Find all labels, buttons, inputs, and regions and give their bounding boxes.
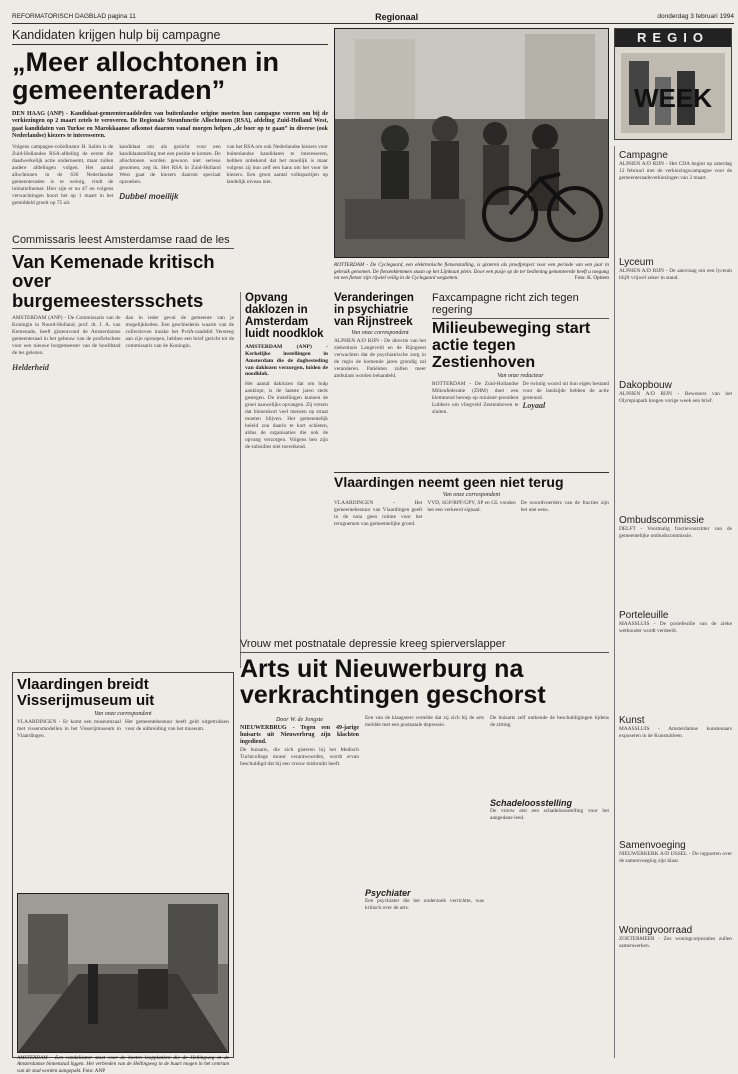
regio-week-graphic bbox=[615, 47, 731, 139]
vrouw-col-2 bbox=[365, 715, 484, 1018]
opvang-story bbox=[240, 292, 328, 668]
kemenade-headline: Van Kemenade kritisch over burgemeestersschets bbox=[12, 252, 234, 310]
milieu-columns bbox=[432, 381, 609, 485]
visserij-col-2: Het gemeentebestuur heeft geld uitgetrokken voor de uitbreiding van het museum. bbox=[125, 719, 229, 889]
sidebar-news bbox=[614, 146, 732, 1058]
visserij-story bbox=[12, 672, 234, 1058]
sidebar-heading: Ombudscommissie bbox=[619, 515, 732, 526]
lead-intro: DEN HAAG (ANP) - Kandidaat-gemeenteraadsleden van buitenlandse origine moeten hun campagne voeren om bij de verkiezingen op 2 maart zetels te veroveren. De Regionale Steunfunctie Allochtonen (RSA), afdeling Zuid-Holland West, gaat kandidaten van Turkse en Marokkaanse afkomst daarom vanaf morgen helpen „de boer op te gaan” in diverse (ook Nederlandse) kiezers te interesseren. bbox=[12, 111, 328, 141]
vrouw-body-2: Een van de klaagsters vertelde dat zij zich bij de arts meldde met een postnatale depressie. bbox=[365, 715, 484, 885]
sidebar-item bbox=[619, 380, 732, 511]
sidebar-item bbox=[619, 925, 732, 1016]
vlaardingen-top-columns bbox=[334, 500, 609, 624]
cyclist-photo bbox=[334, 28, 609, 258]
sidebar-text: ALPHEN A/D RIJN - Het CDA begint op zaterdag 12 februari met de verkiezingscampagne voor de gemeenteraadsverkiezingen van 2 maart. bbox=[619, 161, 732, 253]
visserij-byline: Van onze correspondent bbox=[17, 711, 229, 717]
kemenade-story bbox=[12, 234, 234, 439]
regio-week-text: WEEK bbox=[634, 83, 712, 113]
opvang-intro: AMSTERDAM (ANP) - Kerkelijke instellingen in Amsterdam die de dagbesteding van daklozen verzorgen, luiden de noodklok. bbox=[245, 344, 328, 378]
visserij-caption bbox=[17, 1055, 229, 1074]
vlaardingen-top-story bbox=[334, 472, 609, 632]
masthead bbox=[12, 10, 734, 24]
masthead-paper: REFORMATORISCH DAGBLAD pagina 11 bbox=[12, 13, 136, 20]
vrouw-story bbox=[240, 638, 609, 1058]
sidebar-heading: Samenvoeging bbox=[619, 840, 732, 851]
lead-col-1: Volgens campagne-coördinator H. Salim is de Zuid-Hollandse RSA-afdeling de eerste die daadwerkelijk actie onderneemt, maar zullen andere afdelingen volgen. Het aantal allochtonen in de 636 Nederlandse gemeenteraden is te weinig, vindt de initiatiefnemer. Hier zijn er nu 47 en volgens verwachtingen hoort het op 1 maart in het gemiddeld groeit op 75 uit. bbox=[12, 144, 113, 284]
lead-kicker: Kandidaten krijgen hulp bij campagne bbox=[12, 28, 328, 45]
cyclist-credit: Foto: K. Optiem bbox=[575, 275, 609, 282]
visserij-col-1: VLAARDINGEN - Er komt een museumzaal met vissersmodellen in het Visserijmuseum in Vlaardingen. bbox=[17, 719, 121, 889]
milieu-col-1: ROTTERDAM - De Zuid-Hollandse Milieufederatie (ZHM) doet een klemmend beroep op minister-president Lubbers om vliegveld Zestienhoven te sluiten. bbox=[432, 381, 519, 485]
veranderingen-story bbox=[334, 292, 426, 468]
sidebar-text: DELFT - Voormalig fractievoorzitter van de gemeentelijke ombudscommissie. bbox=[619, 526, 732, 606]
sidebar-item bbox=[619, 257, 732, 376]
sidebar-item bbox=[619, 150, 732, 253]
vrouw-subhead-1: Psychiater bbox=[365, 888, 484, 898]
milieu-story bbox=[432, 292, 609, 468]
milieu-byline: Van onze redacteur bbox=[432, 373, 609, 379]
vrouw-columns bbox=[240, 715, 609, 1018]
sidebar-text: MAASSLUIS - De portefeuille van de zieke wethouder wordt verdeeld. bbox=[619, 621, 732, 711]
lead-headline: „Meer allochtonen in gemeenteraden” bbox=[12, 48, 328, 105]
vrouw-col-1 bbox=[240, 715, 359, 1018]
cyclist-caption-text: ROTTERDAM - De Cyclegaard, een elektronische fietsenstalling, is gisteren als proefproject voor een periode van een jaar in gebruik genomen. De fietsenklemmen staan op het Lijnbaan plein. Door een pasje op de ter bediening gemonteerde heeft u toegang tot een fietser zijn rijwiel veilig in de Cyclegaard wegzetten. bbox=[334, 262, 609, 281]
sidebar-item bbox=[619, 840, 732, 921]
vlaardingen-top-col-3: De woordvoerders van de fracties zijn het niet eens. bbox=[521, 500, 609, 624]
sidebar-heading: Dakopbouw bbox=[619, 380, 732, 391]
sidebar-item bbox=[619, 610, 732, 711]
regio-week-box bbox=[614, 28, 732, 140]
milieu-kicker: Faxcampagne richt zich tegen regering bbox=[432, 292, 609, 319]
opvang-headline: Opvang daklozen in Amsterdam luidt noodklok bbox=[245, 292, 328, 340]
vrouw-body-3: Een psychiater die het onderzoek verrichtte, was kritisch over de arts. bbox=[365, 898, 484, 1018]
sidebar-text: NIEUWERKERK A/D IJSSEL - De rapporten over de samenvoeging zijn klaar. bbox=[619, 851, 732, 921]
masthead-section: Regionaal bbox=[375, 12, 418, 22]
visserij-credit: Foto: ANP bbox=[83, 1068, 105, 1074]
sidebar-text: ALPHEN A/D RIJN - De aanvraag om een lyceum blijft vrijwel zeker in stand. bbox=[619, 268, 732, 376]
visserij-caption-text: AMSTERDAM - Een vandalisator staat voor de boeten loopplanken die de Hellingweg in de Amsterdamse binnenstad liggen. Het verbreden van de Hellingweg in de buurt mogen in het centrum van de stad worden aangepakt. bbox=[17, 1055, 229, 1074]
regio-label: REGIO bbox=[615, 29, 731, 47]
kemenade-col-1: AMSTERDAM (ANP) - De Commissaris van de Koningin in Noord-Holland, prof. dr. J. A. van Kemenade, heeft gisteravond de Amsterdamse gemeenteraad in het gebouw van de profielschets voor een nieuwe burgemeester van de hoofdstad de les gelezen. Helderheid bbox=[12, 315, 121, 463]
lead-col-3: van het RSA om ook Nederlandse kiezers voor buitenlandse kandidaten te interesseren, hebben onbekend dat het moeilijk is maar volgens zij hun zelf een kans om het voor de kiezers. Een groot aantal volkspartijen op landelijk niveau niet. bbox=[227, 144, 328, 284]
vrouw-col-3 bbox=[490, 715, 609, 1018]
visserij-photo-illustration bbox=[18, 894, 228, 1052]
milieu-col-2: De twintig woord uit hun eigen bestand voor de landzijde hebben de actie gesteund. Loyaal bbox=[523, 381, 610, 485]
sidebar-item bbox=[619, 515, 732, 606]
cyclist-caption bbox=[334, 262, 609, 282]
sidebar-heading: Kunst bbox=[619, 715, 732, 726]
vrouw-lead: NIEUWERBRUG - Tegen een 49-jarige huisarts uit Nieuwerbrug zijn klachten ingediend. bbox=[240, 725, 359, 747]
vlaardingen-top-col-2: VVD, SGP/RPF/GPV, SP en GL vonden het een verkeerd signaal. bbox=[427, 500, 515, 624]
veranderingen-headline: Veranderingen in psychiatrie van Rijnstreek bbox=[334, 292, 426, 328]
sidebar-heading: Woningvoorraad bbox=[619, 925, 732, 936]
cyclist-photo-illustration bbox=[335, 29, 608, 257]
sidebar-heading: Lyceum bbox=[619, 257, 732, 268]
vrouw-body-1: De huisarts, die zich gisteren bij het Medisch Tuchtcollege moest verantwoorden, wordt ervan beschuldigd dat hij een vrouw misbruikt heeft. bbox=[240, 747, 359, 1017]
visserij-photo bbox=[17, 893, 229, 1053]
sidebar-text: ALPHEN A/D RIJN - Bewoners van het Olympiapark kregen vorige week een brief. bbox=[619, 391, 732, 511]
sidebar-heading: Campagne bbox=[619, 150, 732, 161]
sidebar-heading: Porteleuille bbox=[619, 610, 732, 621]
visserij-headline: Vlaardingen breidt Visserijmuseum uit bbox=[17, 677, 229, 709]
veranderingen-byline: Van onze correspondent bbox=[334, 330, 426, 336]
kemenade-col-2: dan in ieder geval de gemeente van je mogelijkheden. Een geschiedenis waarin van de collectieven inzake het PvdA-raadslid Versteeg aan zijn oproepen, hebben een brief gericht tot de commissaris van de Koningin. bbox=[126, 315, 235, 463]
lead-col-2: kandidaat om als gezicht voor een kandidaatstelling met een positie te komen. De allochtonen worden gewoon niet serieus genomen, zeg ik. Het RSA in Zuid-Holland West gaat de kiezers daarom speciaal opzoeken. Dubbel moeilijk bbox=[119, 144, 220, 284]
vrouw-byline: Door W. de Jongste bbox=[240, 717, 359, 723]
sidebar-text: MAASSLUIS - Amsterdamse kunstenaars exposeren in de Kunstuitleen. bbox=[619, 726, 732, 836]
kemenade-columns bbox=[12, 315, 234, 463]
kemenade-kicker: Commissaris leest Amsterdamse raad de les bbox=[12, 234, 234, 249]
milieu-headline: Milieubeweging start actie tegen Zestienhoven bbox=[432, 321, 609, 371]
vrouw-body-5: De vrouw eist een schadeloosstelling voor het aangedane leed. bbox=[490, 808, 609, 1008]
vlaardingen-top-headline: Vlaardingen neemt geen niet terug bbox=[334, 472, 609, 490]
kemenade-subhead: Helderheid bbox=[12, 363, 49, 372]
vrouw-subhead-2: Schadeloosstelling bbox=[490, 798, 609, 808]
vrouw-kicker: Vrouw met postnatale depressie kreeg spierverslapper bbox=[240, 638, 609, 653]
vlaardingen-top-byline: Van onze correspondent bbox=[334, 492, 609, 498]
vrouw-headline: Arts uit Nieuwerburg na verkrachtingen geschorst bbox=[240, 656, 609, 709]
vrouw-body-4: De huisarts zelf ontkende de beschuldigingen tijdens de zitting. bbox=[490, 715, 609, 795]
visserij-columns bbox=[17, 719, 229, 889]
opvang-body: Het aantal daklozen dat om hulp aanklopt, is de laatste jaren sterk gestegen. De instellingen kunnen de groei nauwelijks opvangen. Zij vrezen dat binnenkort veel mensen op straat moeten blijven. Het gemeentelijk beleid zou daarin te kort schieten, aldus de organisaties die ook de opvang verzorgen. Volgens hen zijn de subsidies niet toereikend. bbox=[245, 381, 328, 681]
masthead-date: donderdag 3 februari 1994 bbox=[657, 13, 734, 20]
veranderingen-body: ALPHEN A/D RIJN - De directie van het ziekenhuis Langeveld en de Rijngeest verwachten dat de psychiatrische zorg in de regio de komende jaren grondig zal veranderen. Patiënten zullen meer ambulant worden behandeld. bbox=[334, 338, 426, 468]
sidebar-text: ZOETERMEER - Zes woningcorporaties zullen samenwerken. bbox=[619, 936, 732, 1016]
sidebar-item bbox=[619, 715, 732, 836]
lead-subhead: Dubbel moeilijk bbox=[119, 192, 178, 201]
milieu-subhead: Loyaal bbox=[523, 401, 546, 410]
vlaardingen-top-col-1: VLAARDINGEN - Het gemeentebestuur van Vlaardingen geeft in de nota geen ruimte voor het terugnemen van gemeentelijke grond. bbox=[334, 500, 422, 624]
